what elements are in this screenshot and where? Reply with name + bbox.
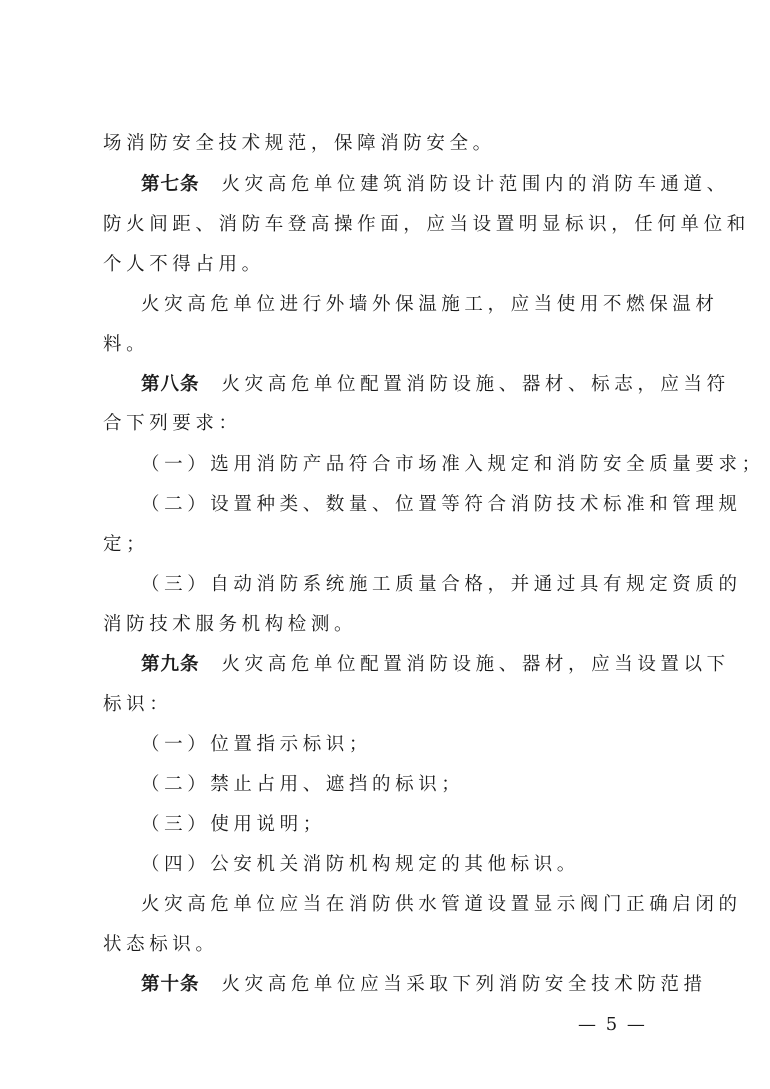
text-line <box>103 693 668 717</box>
line-text: 合下列要求： <box>103 413 242 434</box>
line-text: （三）自动消防系统施工质量合格，并通过具有规定资质的 <box>141 574 742 595</box>
article-7-line <box>141 173 730 197</box>
line-text: 料。 <box>103 334 150 355</box>
line-text: 个人不得占用。 <box>103 254 265 275</box>
text-line <box>103 412 668 436</box>
line-text: （二）设置种类、数量、位置等符合消防技术标准和管理规 <box>141 494 742 515</box>
article-9-heading: 第九条 <box>141 654 200 675</box>
text-line <box>103 333 668 357</box>
text-line <box>103 132 668 156</box>
line-text: 火灾高危单位配置消防设施、器材、标志，应当符 <box>221 374 730 395</box>
line-text: （三）使用说明； <box>141 814 326 835</box>
text-line <box>103 213 750 237</box>
line-text: （二）禁止占用、遮挡的标识； <box>141 774 465 795</box>
line-text: 火灾高危单位应当在消防供水管道设置显示阀门正确启闭的 <box>141 894 742 915</box>
text-line <box>141 573 742 597</box>
page-number: — 5 — <box>578 1014 647 1035</box>
text-line <box>141 773 668 797</box>
text-line <box>103 613 668 637</box>
article-8-line <box>141 373 730 397</box>
line-text: 火灾高危单位配置消防设施、器材，应当设置以下 <box>221 654 730 675</box>
text-line <box>141 733 668 757</box>
text-line <box>141 493 742 517</box>
text-line <box>103 253 668 277</box>
article-7-heading: 第七条 <box>141 174 200 195</box>
article-9-line <box>141 653 730 677</box>
line-text: 火灾高危单位建筑消防设计范围内的消防车通道、 <box>221 174 730 195</box>
line-text: （一）位置指示标识； <box>141 734 373 755</box>
text-line <box>141 853 668 877</box>
text-line <box>141 893 742 917</box>
line-text: 定； <box>103 534 150 555</box>
article-8-heading: 第八条 <box>141 374 200 395</box>
article-10-line <box>141 973 707 997</box>
line-text: 场消防安全技术规范，保障消防安全。 <box>103 133 496 154</box>
line-text: （四）公安机关消防机构规定的其他标识。 <box>141 854 580 875</box>
line-text: （一）选用消防产品符合市场准入规定和消防安全质量要求； <box>141 454 765 475</box>
line-text: 防火间距、消防车登高操作面，应当设置明显标识，任何单位和 <box>103 214 750 235</box>
text-line <box>141 293 719 317</box>
text-line <box>141 453 765 477</box>
text-line <box>103 933 668 957</box>
text-line <box>103 533 668 557</box>
line-text: 标识： <box>103 694 173 715</box>
article-10-heading: 第十条 <box>141 974 200 995</box>
line-text: 火灾高危单位应当采取下列消防安全技术防范措 <box>221 974 707 995</box>
line-text: 状态标识。 <box>103 934 219 955</box>
line-text: 火灾高危单位进行外墙外保温施工，应当使用不燃保温材 <box>141 294 719 315</box>
line-text: 消防技术服务机构检测。 <box>103 614 358 635</box>
text-line <box>141 813 668 837</box>
